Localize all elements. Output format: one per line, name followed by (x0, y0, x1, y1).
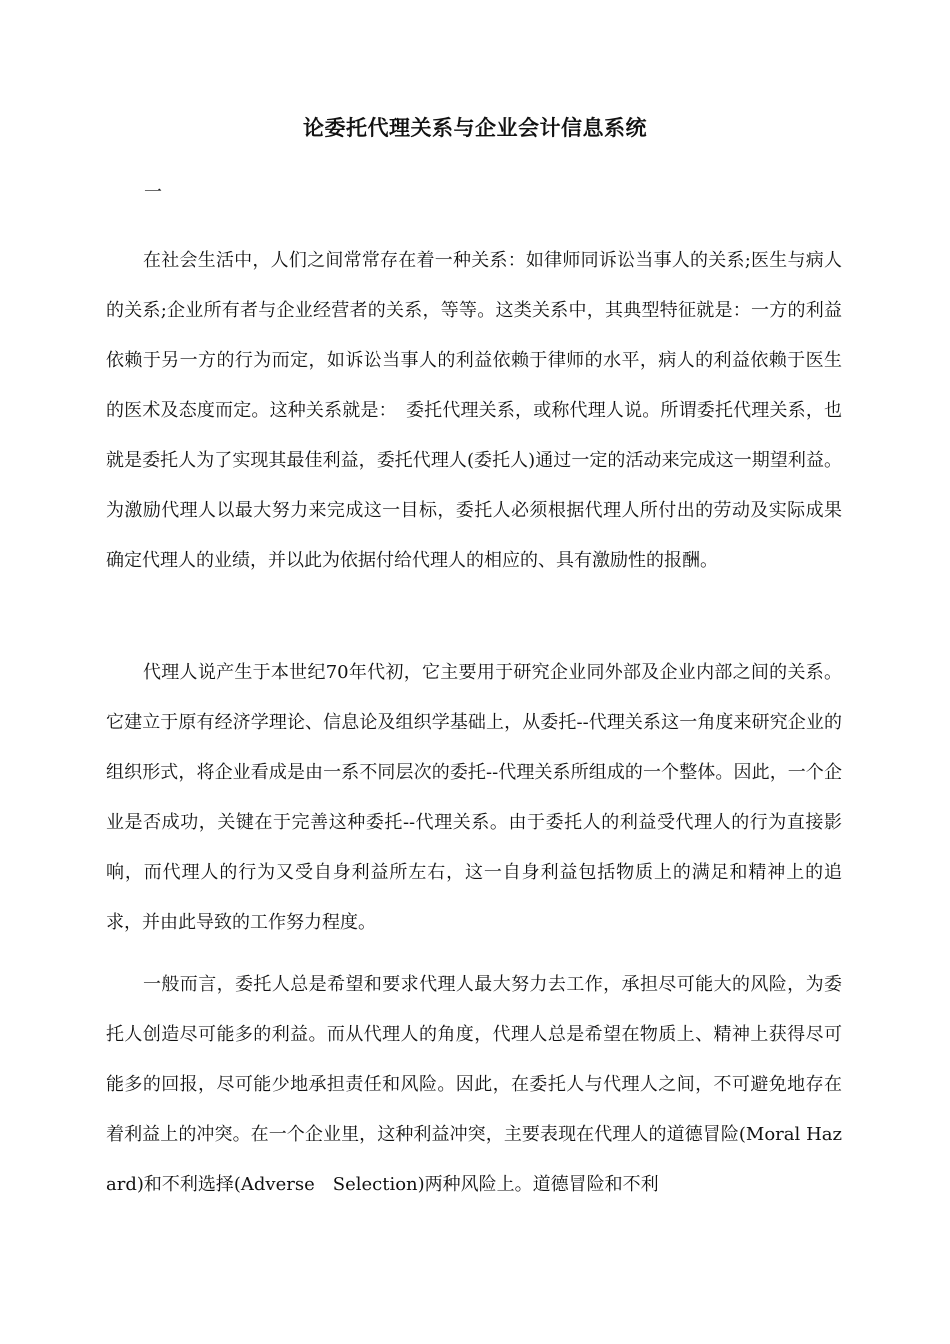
section-number: 一 (144, 182, 162, 203)
document-title: 论委托代理关系与企业会计信息系统 (303, 115, 647, 140)
paragraph-2: 代理人说产生于本世纪70年代初，它主要用于研究企业同外部及企业内部之间的关系。它建立于原有经济学理论、信息论及组织学基础上，从委托--代理关系这一角度来研究企业的组织形式，将企业看成是由一系不同层次的委托--代理关系所组成的一个整体。因此，一个企业是否成功，关键在于完善这种委托--代理关系。由于委托人的利益受代理人的行为直接影响，而代理人的行为又受自身利益所左右，这一自身利益包括物质上的满足和精神上的追求，并由此导致的工作努力程度。 (106, 662, 842, 933)
paragraph-3: 一般而言，委托人总是希望和要求代理人最大努力去工作，承担尽可能大的风险，为委托人创造尽可能多的利益。而从代理人的角度，代理人总是希望在物质上、精神上获得尽可能多的回报，尽可能少地承担责任和风险。因此，在委托人与代理人之间，不可避免地存在着利益上的冲突。在一个企业里，这种利益冲突，主要表现在代理人的道德冒险(Moral Hazard)和不利选择(Adverse Selection)两种风险上。道德冒险和不利 (106, 974, 842, 1195)
paragraph-1: 在社会生活中，人们之间常常存在着一种关系：如律师同诉讼当事人的关系;医生与病人的关系;企业所有者与企业经营者的关系，等等。这类关系中，其典型特征就是：一方的利益依赖于另一方的行为而定，如诉讼当事人的利益依赖于律师的水平，病人的利益依赖于医生的医术及态度而定。这种关系就是： 委托代理关系，或称代理人说。所谓委托代理关系，也就是委托人为了实现其最佳利益，委托代理人(委托人)通过一定的活动来完成这一期望利益。为激励代理人以最大努力来完成这一目标，委托人必须根据代理人所付出的劳动及实际成果确定代理人的业绩，并以此为依据付给代理人的相应的、具有激励性的报酬。 (106, 250, 842, 571)
